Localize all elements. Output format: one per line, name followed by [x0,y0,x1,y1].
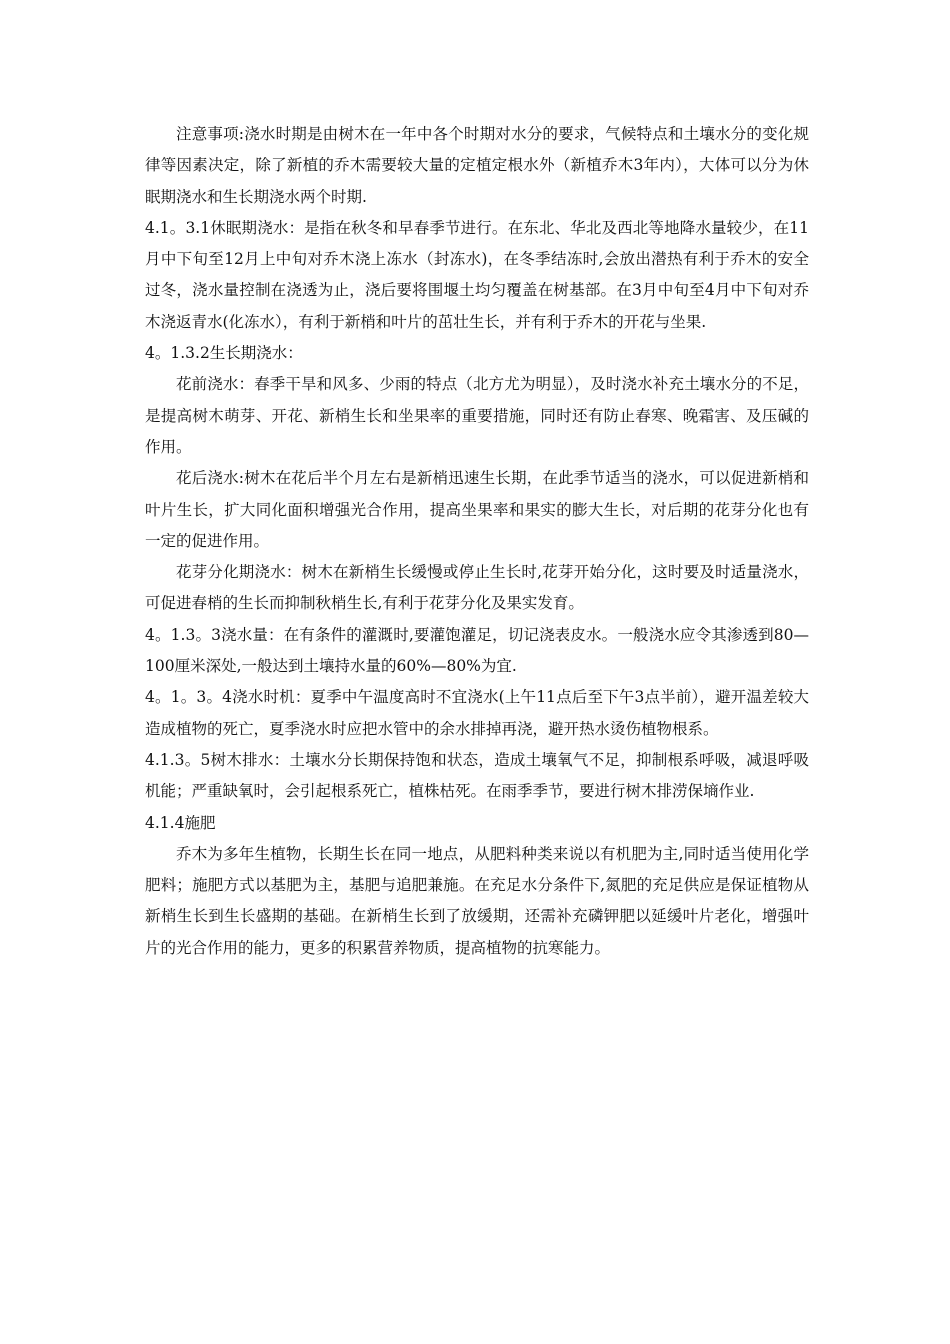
document-body [145,119,809,964]
paragraph-watering-notes: 注意事项:浇水时期是由树木在一年中各个时期对水分的要求，气候特点和土壤水分的变化规律等因素决定，除了新植的乔木需要较大量的定植定根水外（新植乔木3年内），大体可以分为休眠期浇水和生长期浇水两个时期. [145,125,809,206]
paragraph-watering-timing: 4。1。3。4浇水时机：夏季中午温度高时不宜浇水(上午11点后至下午3点半前），避开温差较大造成植物的死亡，夏季浇水时应把水管中的余水排掉再浇，避开热水烫伤植物根系。 [145,688,809,738]
paragraph-bud-differentiation-watering: 花芽分化期浇水：树木在新梢生长缓慢或停止生长时,花芽开始分化，这时要及时适量浇水，可促进春梢的生长而抑制秋梢生长,有利于花芽分化及果实发育。 [145,563,809,613]
heading-growing-season-watering: 4。1.3.2生长期浇水： [145,344,303,363]
paragraph-dormant-watering: 4.1。3.1休眠期浇水：是指在秋冬和早春季节进行。在东北、华北及西北等地降水量较少，在11月中下旬至12月上中旬对乔木浇上冻水（封冻水)，在冬季结冻时,会放出潜热有利于乔木的安全过冬，浇水量控制在浇透为止，浇后要将围堰土均匀覆盖在树基部。在3月中旬至4月中下旬对乔木浇返青水(化冻水），有利于新梢和叶片的茁壮生长，并有利于乔木的开花与坐果. [145,218,809,331]
paragraph-fertilization: 乔木为多年生植物，长期生长在同一地点，从肥料种类来说以有机肥为主,同时适当使用化学肥料；施肥方式以基肥为主，基肥与追肥兼施。在充足水分条件下,氮肥的充足供应是保证植物从新梢生长到生长盛期的基础。在新梢生长到了放缓期，还需补充磷钾肥以延缓叶片老化，增强叶片的光合作用的能力，更多的积累营养物质，提高植物的抗寒能力。 [145,844,809,957]
paragraph-post-flowering-watering: 花后浇水:树木在花后半个月左右是新梢迅速生长期，在此季节适当的浇水，可以促进新梢和叶片生长，扩大同化面积增强光合作用，提高坐果率和果实的膨大生长，对后期的花芽分化也有一定的促进作用。 [145,469,809,550]
paragraph-pre-flowering-watering: 花前浇水：春季干旱和风多、少雨的特点（北方尤为明显），及时浇水补充土壤水分的不足，是提高树木萌芽、开花、新梢生长和坐果率的重要措施，同时还有防止春寒、晚霜害、及压碱的作用。 [145,375,809,456]
heading-fertilization: 4.1.4施肥 [145,813,216,832]
paragraph-watering-amount: 4。1.3。3浇水量：在有条件的灌溉时,要灌饱灌足，切记浇表皮水。一般浇水应令其渗透到80—100厘米深处,一般达到土壤持水量的60%—80%为宜. [145,625,809,676]
paragraph-tree-drainage: 4.1.3。5树木排水：土壤水分长期保持饱和状态，造成土壤氧气不足，抑制根系呼吸，减退呼吸机能；严重缺氧时，会引起根系死亡，植株枯死。在雨季季节，要进行树木排涝保墒作业. [145,750,809,801]
